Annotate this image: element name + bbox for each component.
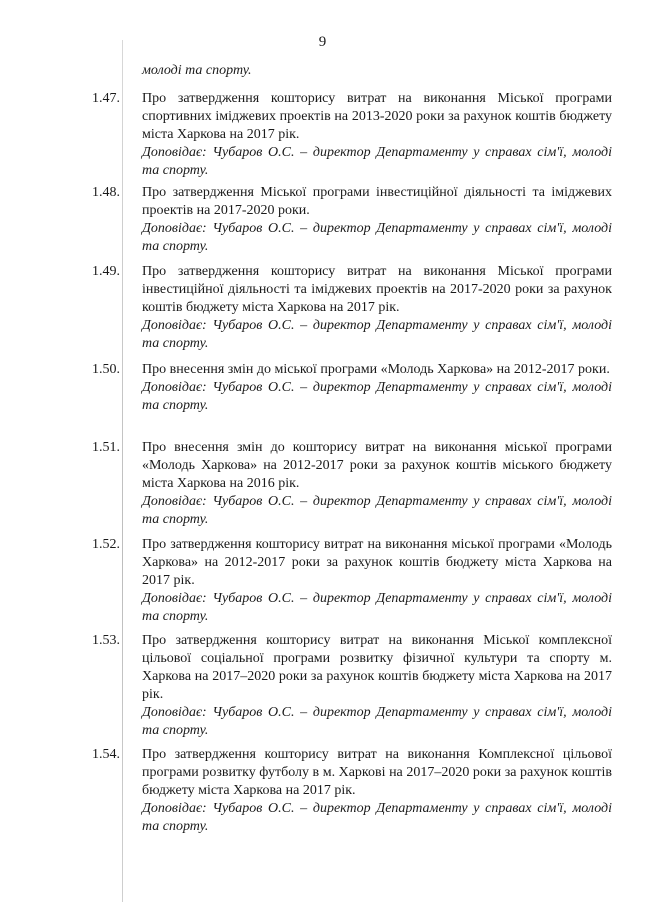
item-number: 1.48. [92,185,120,200]
item-title: Про затвердження кошторису витрат на виконання Міської програми спортивних іміджевих проектів на 2013-2020 роки за рахунок коштів бюджету міста Харкова на 2017 рік. [142,91,612,142]
page-number: 9 [318,34,327,50]
continued-text: молоді та спорту. [142,63,252,78]
item-number: 1.50. [92,362,120,377]
item-title: Про затвердження кошторису витрат на виконання міської програми «Молодь Харкова» на 2012-2017 роки за рахунок коштів бюджету міста Харкова на 2017 рік. [142,537,612,588]
item-number: 1.51. [92,440,120,455]
item-reporter: Доповідає: Чубаров О.С. – директор Департаменту у справах сім'ї, молоді та спорту. [142,705,612,738]
item-title: Про внесення змін до кошторису витрат на виконання міської програми «Молодь Харкова» на 2012-2017 роки за рахунок коштів міського бюджету міста Харкова на 2016 рік. [142,440,612,491]
left-margin-line [122,40,123,902]
item-title: Про внесення змін до міської програми «Молодь Харкова» на 2012-2017 роки. [142,362,610,377]
item-number: 1.52. [92,537,120,552]
item-reporter: Доповідає: Чубаров О.С. – директор Департаменту у справах сім'ї, молоді та спорту. [142,591,612,624]
item-reporter: Доповідає: Чубаров О.С. – директор Департаменту у справах сім'ї, молоді та спорту. [142,145,612,178]
item-reporter: Доповідає: Чубаров О.С. – директор Департаменту у справах сім'ї, молоді та спорту. [142,494,612,527]
item-number: 1.54. [92,747,120,762]
item-reporter: Доповідає: Чубаров О.С. – директор Департаменту у справах сім'ї, молоді та спорту. [142,221,612,254]
item-title: Про затвердження кошторису витрат на виконання Міської програми інвестиційної діяльності та іміджевих проектів на 2017-2020 роки за рахунок коштів бюджету міста Харкова на 2017 рік. [142,264,612,315]
item-title: Про затвердження кошторису витрат на виконання Міської комплексної цільової соціальної програми розвитку фізичної культури та спорту м. Харкова на 2017–2020 роки за рахунок коштів бюджету міста Харкова на 2017 рік. [142,633,612,702]
item-title: Про затвердження кошторису витрат на виконання Комплексної цільової програми розвитку футболу в м. Харкові на 2017–2020 роки за рахунок коштів бюджету міста Харкова на 2017 рік. [142,747,612,798]
item-number: 1.53. [92,633,120,648]
item-reporter: Доповідає: Чубаров О.С. – директор Департаменту у справах сім'ї, молоді та спорту. [142,318,612,351]
item-title: Про затвердження Міської програми інвестиційної діяльності та іміджевих проектів на 2017-2020 роки. [142,185,612,218]
item-reporter: Доповідає: Чубаров О.С. – директор Департаменту у справах сім'ї, молоді та спорту. [142,380,612,413]
item-number: 1.49. [92,264,120,279]
item-number: 1.47. [92,91,120,106]
item-reporter: Доповідає: Чубаров О.С. – директор Департаменту у справах сім'ї, молоді та спорту. [142,801,612,834]
